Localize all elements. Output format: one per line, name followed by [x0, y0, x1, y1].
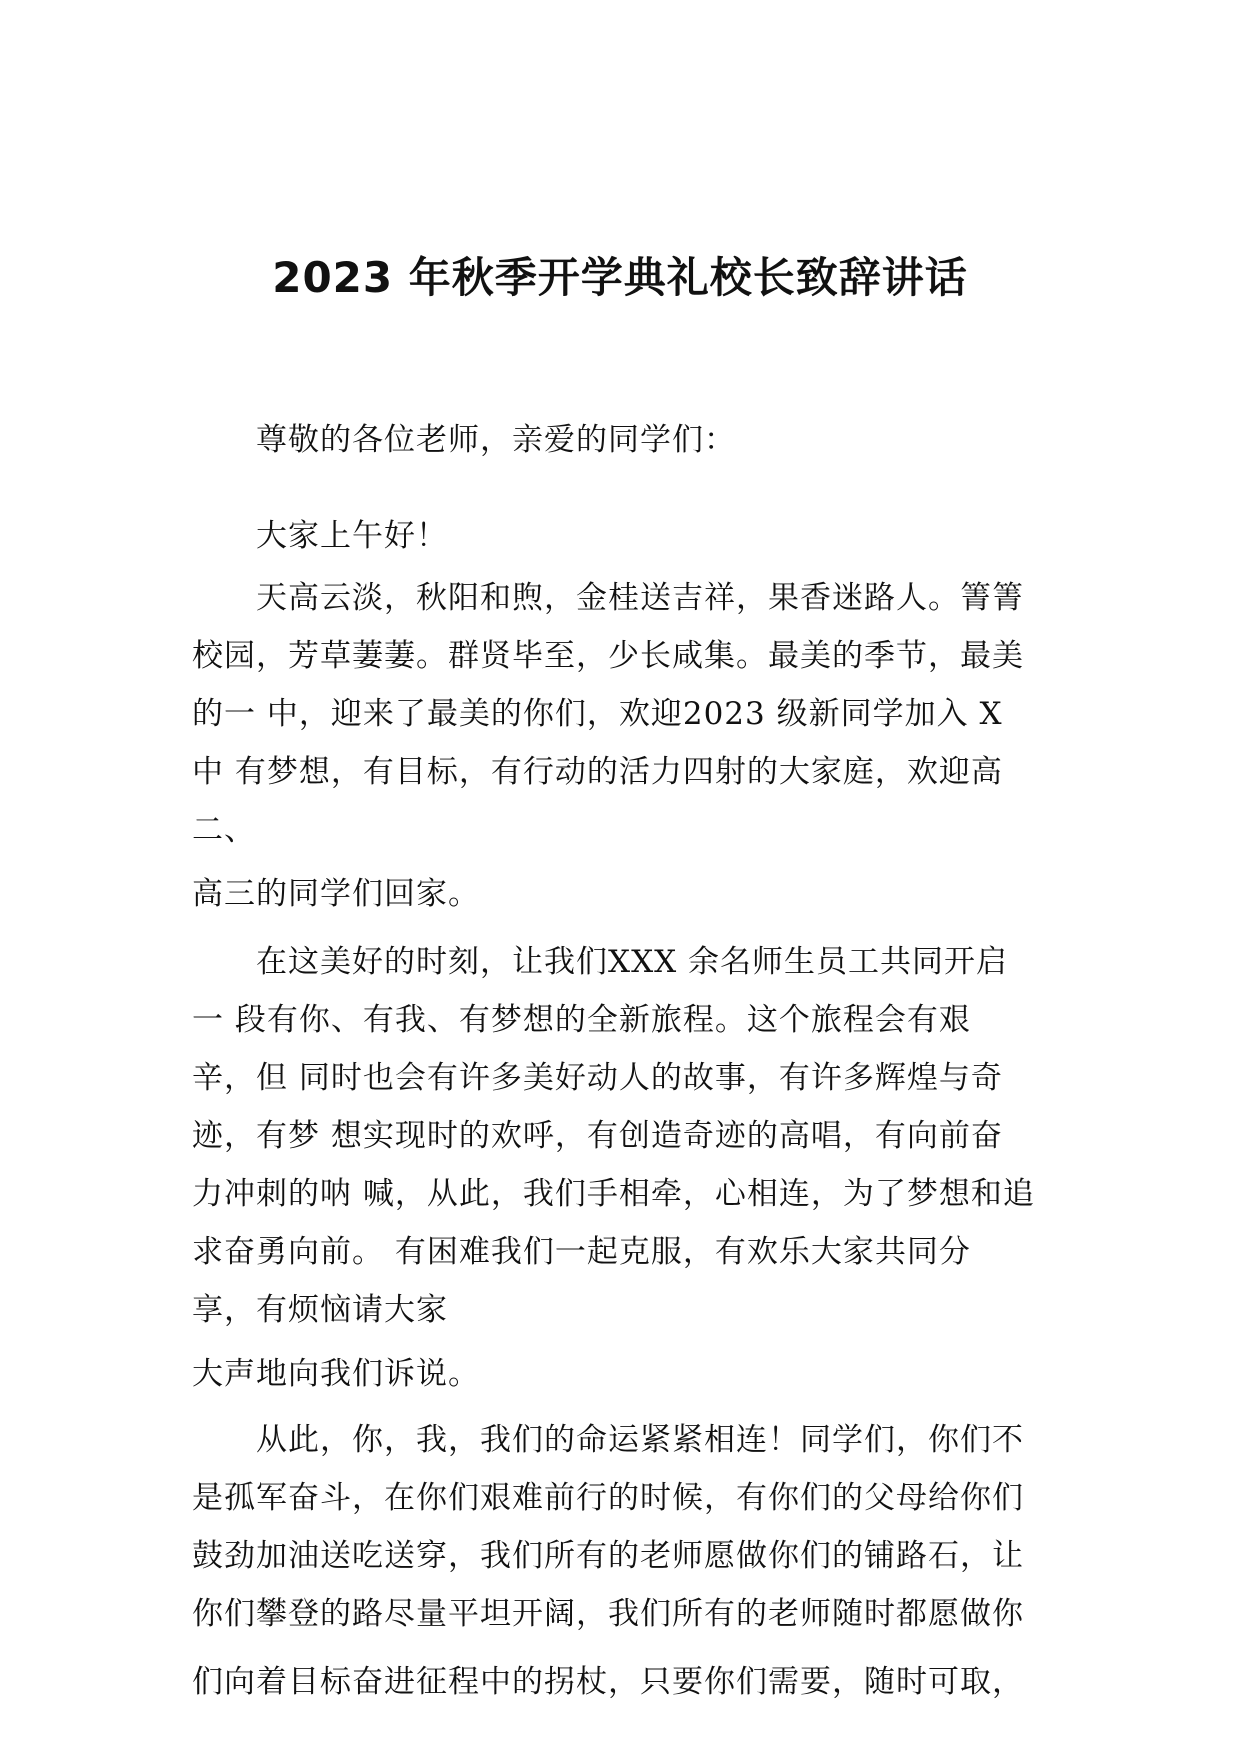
paragraph-1-line-2: 校园，芳草萋萋。群贤毕至，少长咸集。最美的季节，最美 — [192, 638, 1024, 674]
paragraph-3-line-4: 你们攀登的路尽量平坦开阔，我们所有的老师随时都愿做你 — [192, 1596, 1024, 1632]
paragraph-3-line-1: 从此，你，我，我们的命运紧紧相连！同学们，你们不 — [256, 1422, 1024, 1458]
paragraph-3-line-5: 们向着目标奋进征程中的拐杖，只要你们需要，随时可取， — [192, 1664, 1024, 1700]
paragraph-2-line-1: 在这美好的时刻，让我们XXX 余名师生员工共同开启 — [256, 944, 1009, 980]
salutation-line: 尊敬的各位老师，亲爱的同学们： — [256, 422, 736, 458]
paragraph-2-line-5: 力冲刺的呐 喊，从此，我们手相牵，心相连，为了梦想和追 — [192, 1176, 1035, 1212]
paragraph-1-line-3: 的一 中，迎来了最美的你们，欢迎2023 级新同学加入 X — [192, 696, 1003, 732]
paragraph-1-line-1: 天高云淡，秋阳和煦，金桂送吉祥，果香迷路人。箐箐 — [256, 580, 1024, 616]
paragraph-1-line-5: 二、 — [192, 812, 256, 848]
paragraph-2-line-8: 大声地向我们诉说。 — [192, 1356, 480, 1392]
paragraph-1-line-6: 高三的同学们回家。 — [192, 876, 480, 912]
paragraph-3-line-3: 鼓劲加油送吃送穿，我们所有的老师愿做你们的铺路石，让 — [192, 1538, 1024, 1574]
paragraph-2-line-3: 辛，但 同时也会有许多美好动人的故事，有许多辉煌与奇 — [192, 1060, 1003, 1096]
paragraph-2-line-4: 迹，有梦 想实现时的欢呼，有创造奇迹的高唱，有向前奋 — [192, 1118, 1003, 1154]
document-title: 2023 年秋季开学典礼校长致辞讲话 — [272, 253, 968, 302]
paragraph-1-line-4: 中 有梦想，有目标，有行动的活力四射的大家庭，欢迎高 — [192, 754, 1003, 790]
paragraph-2-line-6: 求奋勇向前。 有困难我们一起克服，有欢乐大家共同分 — [192, 1234, 971, 1270]
paragraph-2-line-7: 享，有烦恼请大家 — [192, 1292, 448, 1328]
paragraph-3-line-2: 是孤军奋斗，在你们艰难前行的时候，有你们的父母给你们 — [192, 1480, 1024, 1516]
paragraph-2-line-2: 一 段有你、有我、有梦想的全新旅程。这个旅程会有艰 — [192, 1002, 971, 1038]
greeting-line: 大家上午好！ — [256, 518, 448, 554]
